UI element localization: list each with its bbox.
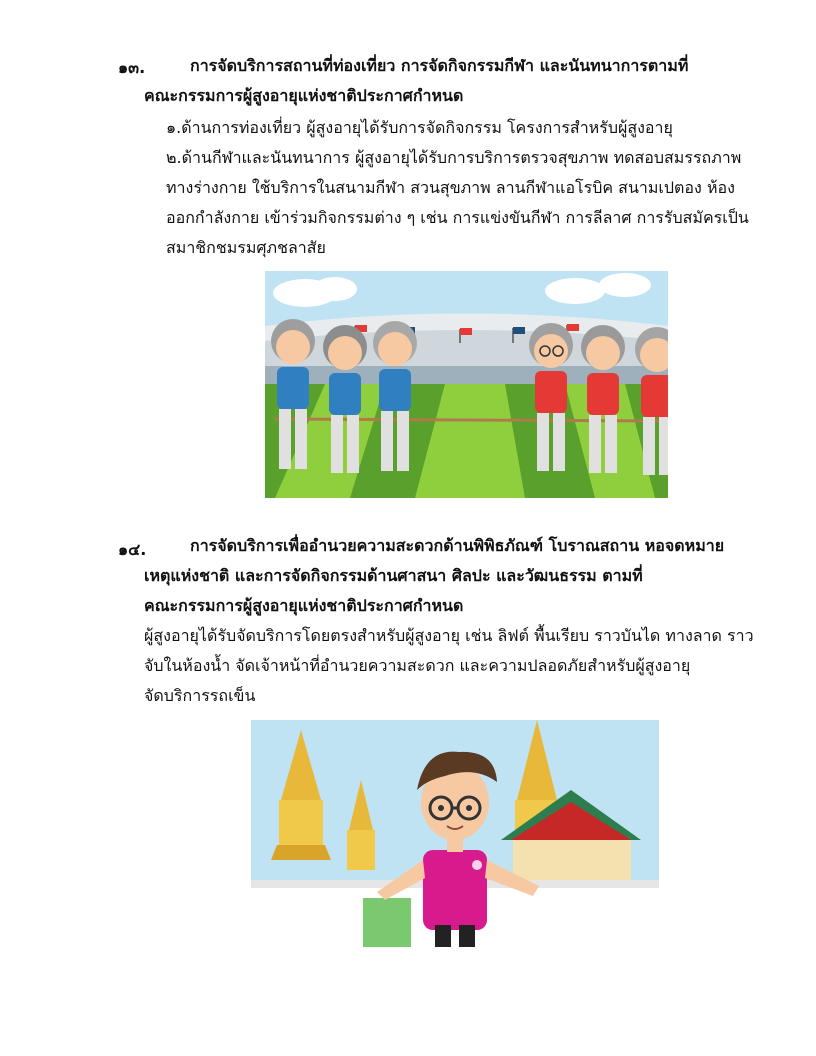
section-14-heading-line-3: คณะกรรมการผู้สูงอายุแห่งชาติประกาศกำหนด (144, 596, 464, 615)
section-14-heading-line-2: เหตุแห่งชาติ และการจัดกิจกรรมด้านศาสนา ศิลปะ และวัฒนธรรม ตามที่ (144, 566, 643, 585)
section-14-body-line-2: จับในห้องน้ำ จัดเจ้าหน้าที่อำนวยความสะดวก และความปลอดภัยสำหรับผู้สูงอายุ (144, 656, 691, 675)
section-14-number: ๑๔. (118, 540, 147, 559)
section-13-item-2-line-1: ๒.ด้านกีฬาและนันทนาการ ผู้สูงอายุได้รับการบริการตรวจสุขภาพ ทดสอบสมรรถภาพ (166, 148, 742, 167)
section-14-body-line-1: ผู้สูงอายุได้รับจัดบริการโดยตรงสำหรับผู้สูงอายุ เช่น ลิฟต์ พื้นเรียบ ราวบันได ทางลาด ราว (144, 626, 754, 645)
section-14-heading-line-1: การจัดบริการเพื่ออำนวยความสะดวกด้านพิพิธภัณฑ์ โบราณสถาน หอจดหมาย (190, 536, 725, 555)
tug-of-war-illustration (265, 271, 668, 498)
section-13-item-2-line-3: ออกกำลังกาย เข้าร่วมกิจกรรมต่าง ๆ เช่น การแข่งขันกีฬา การลีลาศ การรับสมัครเป็น (166, 208, 749, 227)
section-13-item-1: ๑.ด้านการท่องเที่ยว ผู้สูงอายุได้รับการจัดกิจกรรม โครงการสำหรับผู้สูงอายุ (166, 118, 673, 137)
section-14-body-line-3: จัดบริการรถเข็น (144, 686, 256, 705)
section-13-heading-line-2: คณะกรรมการผู้สูงอายุแห่งชาติประกาศกำหนด (144, 86, 464, 105)
section-13-number: ๑๓. (118, 58, 146, 77)
section-13-item-2-line-4: สมาชิกชมรมศุภชลาสัย (166, 238, 326, 257)
section-13-heading-line-1: การจัดบริการสถานที่ท่องเที่ยว การจัดกิจกรรมกีฬา และนันทนาการตามที่ (190, 56, 689, 75)
section-13-item-2-line-2: ทางร่างกาย ใช้บริการในสนามกีฬา สวนสุขภาพ ลานกีฬาแอโรบิค สนามเปตอง ห้อง (166, 178, 735, 197)
temple-guide-illustration (251, 720, 659, 947)
